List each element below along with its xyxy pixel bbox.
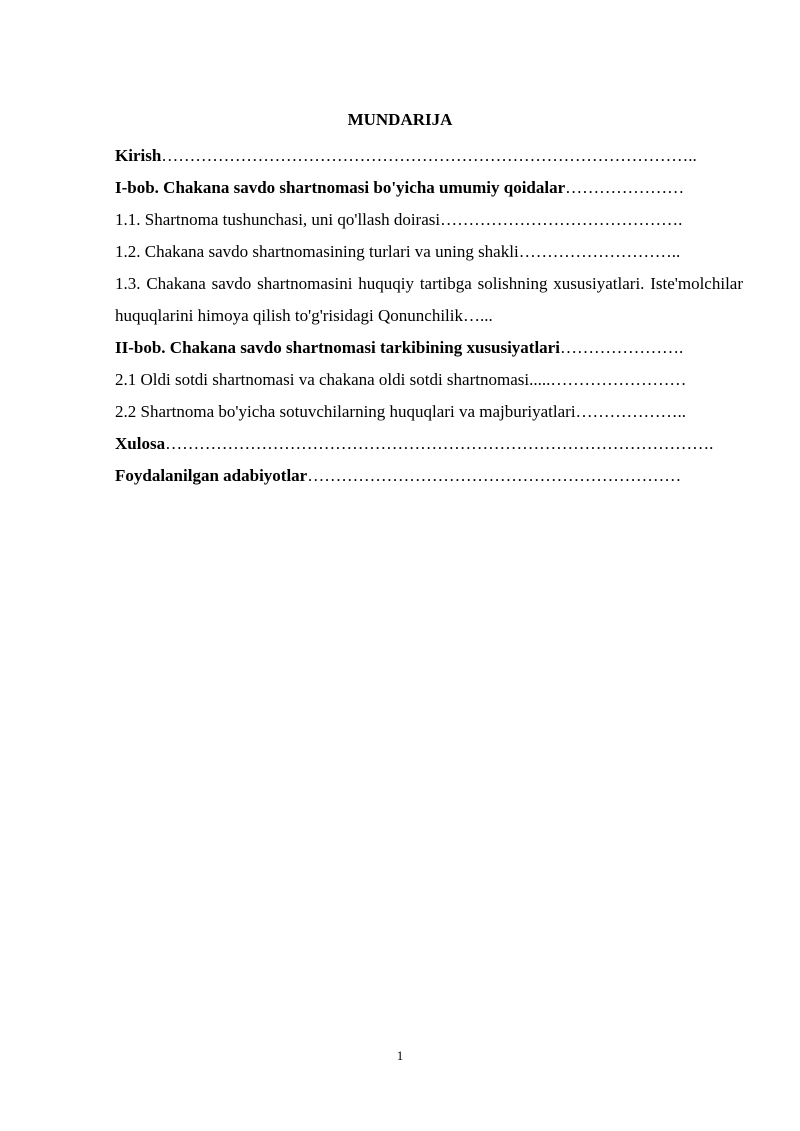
toc-entry-dots: …………………. [559,338,684,357]
toc-entry-xulosa[interactable] [115,428,743,460]
toc-entry-dots: ……………………….. [518,242,681,261]
toc-entry-dots: ……………………………………. [440,210,683,229]
toc-entry-dots: ……………………………………………………………………………………. [165,434,714,453]
page-title: MUNDARIJA [347,110,453,129]
toc-entry-1-1[interactable] [115,204,743,236]
toc-entry-heading: 1.3. Chakana savdo shartnomasini huquqiy tartibga solishning xususiyatlari. Iste'molchilar huquqlarini himoya qilish to'g'risidagi Qonunchilik [115,274,743,325]
toc-entry-heading: 1.1. Shartnoma tushunchasi, uni qo'llash doirasi [115,210,441,229]
toc-entry-chapter-2[interactable] [115,332,743,364]
toc-entry-heading: 1.2. Chakana savdo shartnomasining turlari va uning shakli [115,242,519,261]
toc-entry-dots: ……………….. [575,402,687,421]
toc-entry-heading: Foydalanilgan adabiyotlar [115,466,308,485]
toc-entry-1-3[interactable] [115,268,743,332]
toc-entry-2-1[interactable] [115,364,743,396]
toc-entry-dots: ………………………………………………………………………………….. [161,146,697,165]
toc-entry-2-2[interactable] [115,396,743,428]
toc-entry-dots: …………………… [550,370,687,389]
toc-entry-heading: Xulosa [115,434,166,453]
toc-entry-dots: …... [463,306,493,325]
toc-entry-chapter-1[interactable] [115,172,743,204]
toc-entry-heading: I-bob. Chakana savdo shartnomasi bo'yicha umumiy qoidalar [115,178,566,197]
toc-entry-1-2[interactable] [115,236,743,268]
toc-entry-heading: Kirish [115,146,162,165]
table-of-contents [115,140,743,492]
toc-entry-heading: 2.1 Oldi sotdi shartnomasi va chakana oldi sotdi shartnomasi..... [115,370,551,389]
toc-entry-heading: II-bob. Chakana savdo shartnomasi tarkibining xususiyatlari [115,338,560,357]
toc-entry-dots: ………………………………………………………… [307,466,682,485]
toc-entry-heading: 2.2 Shartnoma bo'yicha sotuvchilarning huquqlari va majburiyatlari [115,402,576,421]
toc-entry-kirish[interactable] [115,140,743,172]
toc-entry-adabiyotlar[interactable] [115,460,743,492]
page-number: 1 [396,1048,404,1063]
toc-entry-dots: ………………… [565,178,685,197]
